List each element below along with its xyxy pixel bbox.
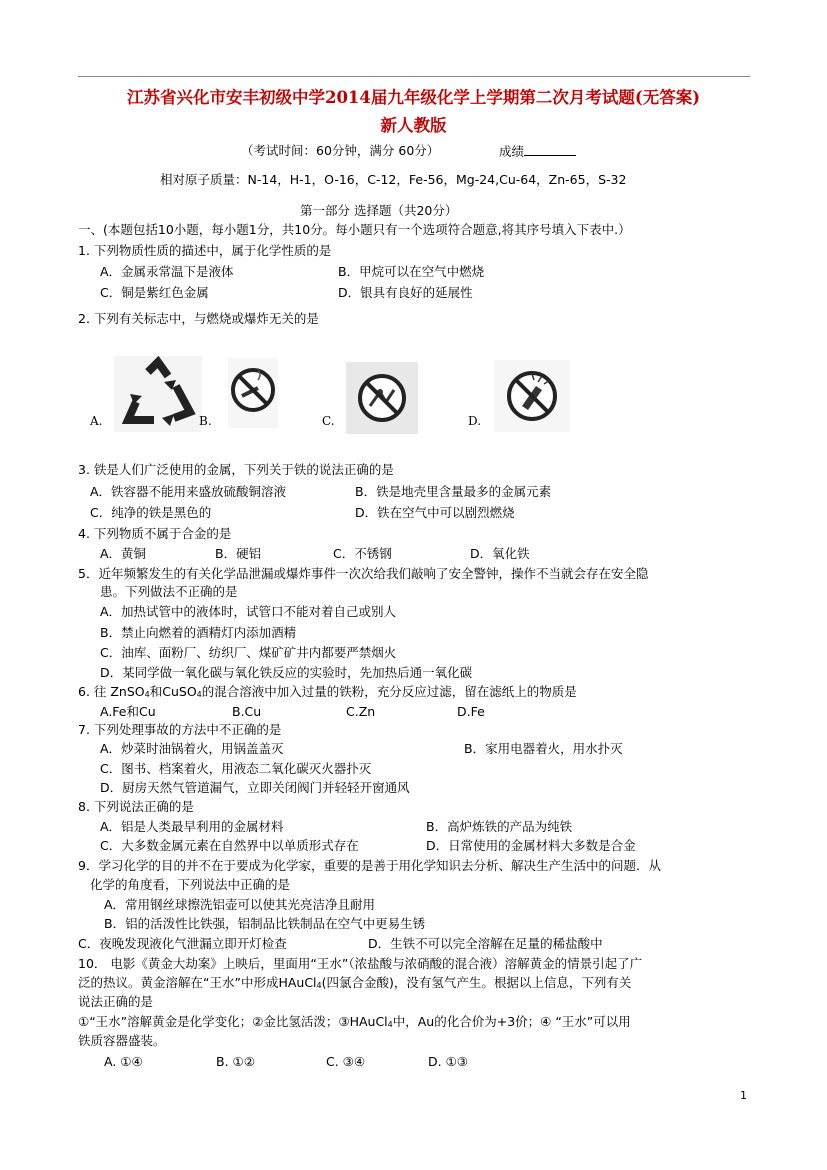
q6-option-d: D.Fe [457,704,485,719]
q5-option-d: D．某同学做一氧化碳与氧化铁反应的实验时，先加热后通一氧化碳 [100,665,473,680]
q6-subscript2: 4 [196,690,202,699]
q1-option-c: C．铜是紫红色金属 [100,285,209,300]
q10-stem-line4-part2: 中，Au的化合价为+3价；④ “王水”可以用 [392,1014,631,1029]
q9-stem-line1: 9．学习化学的目的并不在于要成为化学家，重要的是善于用化学知识去分析、解决生产生活中的问题．从 [78,858,661,873]
q9-option-d: D．生铁不可以完全溶解在足量的稀盐酸中 [368,936,603,951]
q6-option-b: B.Cu [232,704,262,719]
exam-title-line1: 江苏省兴化市安丰初级中学2014届九年级化学上学期第二次月考试题(无答案) [126,88,701,107]
q5-stem-line1: 5．近年频繁发生的有关化学品泄漏或爆炸事件一次次给我们敲响了安全警钟，操作不当就会存在安全隐 [78,566,649,581]
q10-option-d: D. ①③ [428,1054,468,1069]
q10-subscript1: 4 [316,981,322,990]
q8-stem: 8. 下列说法正确的是 [78,799,194,814]
page-number: 1 [740,1089,747,1102]
sign-label-c: C. [322,414,335,428]
q5-option-b: B．禁止向燃着的酒精灯内添加酒精 [100,625,297,640]
q10-option-a: A. ①④ [104,1054,143,1069]
recycle-icon [114,356,202,432]
atomic-masses: 相对原子质量：N-14，H-1，O-16，C-12，Fe-56，Mg-24,Cu-64，Zn-65，S-32 [160,172,627,187]
q3-stem: 3. 铁是人们广泛使用的金属，下列关于铁的说法正确的是 [78,462,394,477]
score-label: 成绩 [499,144,525,159]
q6-option-c: C.Zn [346,704,376,719]
q3-option-a: A．铁容器不能用来盛放硫酸铜溶液 [90,484,287,499]
q4-option-b: B．硬铝 [215,546,262,561]
q7-option-c: C．图书、档案着火，用液态二氧化碳灭火器扑灭 [100,761,372,776]
q5-option-a: A．加热试管中的液体时，试管口不能对着自己或别人 [100,604,397,619]
q7-option-d: D．厨房天然气管道漏气，立即关闭阀门并轻轻开窗通风 [100,780,410,795]
q9-option-b: B．铝的活泼性比铁强，铝制品比铁制品在空气中更易生锈 [104,916,426,931]
q9-option-c: C．夜晚发现液化气泄漏立即开灯检查 [78,936,287,951]
q10-option-c: C. ③④ [326,1054,366,1069]
q5-option-c: C．油库、面粉厂、纺织厂、煤矿矿井内都要严禁烟火 [100,645,397,660]
q1-option-a: A．金属汞常温下是液体 [100,264,234,279]
q4-option-c: C．不锈钢 [333,546,392,561]
q8-option-b: B．高炉炼铁的产品为纯铁 [426,819,573,834]
q6-stem [78,684,577,703]
q10-option-b: B. ①② [216,1054,255,1069]
q10-stem-line2-part1: 泛的热议。黄金溶解在“王水”中形成HAuCl [78,975,317,990]
sign-label-b: B. [199,414,212,428]
no-firecracker-icon [494,360,570,432]
q6-option-a: A.Fe和Cu [100,704,156,719]
section-instruction: 一、(本题包括10小题，每小题1分，共10分。每小题只有一个选项符合题意,将其序号填入下表中.） [78,222,631,237]
q10-stem-line4 [78,1014,631,1033]
exam-title-line2: 新人教版 [380,116,447,135]
q4-option-a: A．黄铜 [100,546,147,561]
score-blank [524,143,576,156]
sign-label-a: A. [90,414,103,428]
q10-stem-line3: 说法正确的是 [78,994,154,1009]
q1-option-d: D．银具有良好的延展性 [338,285,473,300]
sign-label-d: D. [468,414,482,428]
section-title: 第一部分 选择题（共20分） [300,203,458,218]
q6-subscript1: 4 [144,690,150,699]
q2-stem: 2. 下列有关标志中，与燃烧或爆炸无关的是 [78,311,319,326]
q8-option-d: D．日常使用的金属材料大多数是合金 [426,838,636,853]
no-smoking-icon [228,358,278,428]
q1-stem: 1. 下列物质性质的描述中，属于化学性质的是 [78,243,332,258]
exam-info: （考试时间：60分钟，满分 60分） [241,143,440,158]
q3-option-b: B．铁是地壳里含量最多的金属元素 [355,484,552,499]
header-rule [78,76,750,77]
q1-option-b: B．甲烷可以在空气中燃烧 [338,264,485,279]
q9-option-a: A．常用钢丝球擦洗铝壶可以使其光亮洁净且耐用 [104,897,376,912]
q10-stem-line1: 10． 电影《黄金大劫案》上映后，里面用“王水”（浓盐酸与浓硝酸的混合液）溶解黄金的情景引起了广 [78,956,643,971]
q5-stem-line2: 患。下列做法不正确的是 [100,584,238,599]
q6-stem-part3: 的混合溶液中加入过量的铁粉，充分反应过滤，留在滤纸上的物质是 [201,684,577,699]
q8-option-c: C．大多数金属元素在自然界中以单质形式存在 [100,838,359,853]
q10-subscript2: 4 [387,1020,393,1029]
q3-option-c: C．纯净的铁是黑色的 [90,505,212,520]
q4-option-d: D．氧化铁 [470,546,530,561]
q4-stem: 4. 下列物质不属于合金的是 [78,526,232,541]
q10-stem-line5: 铁质容器盛装。 [78,1033,166,1048]
q9-stem-line2: 化学的角度看，下列说法中正确的是 [90,877,291,892]
q10-stem-line2-part2: (四氯合金酸)，没有氢气产生。根据以上信息，下列有关 [321,975,632,990]
no-fireworks-icon [346,362,418,434]
q3-option-d: D．铁在空气中可以剧烈燃烧 [355,505,515,520]
score-field [499,143,576,160]
q6-stem-part1: 6. 往 ZnSO [78,684,145,699]
q6-stem-part2: 和CuSO [149,684,197,699]
q7-stem: 7. 下列处理事故的方法中不正确的是 [78,722,282,737]
q7-option-b: B．家用电器着火，用水扑灭 [464,741,623,756]
q10-stem-line2 [78,975,631,994]
q10-stem-line4-part1: ①“王水”溶解黄金是化学变化；②金比氢活泼；③HAuCl [78,1014,388,1029]
q7-option-a: A．炒菜时油锅着火，用锅盖盖灭 [100,741,284,756]
q8-option-a: A．铝是人类最早利用的金属材料 [100,819,284,834]
